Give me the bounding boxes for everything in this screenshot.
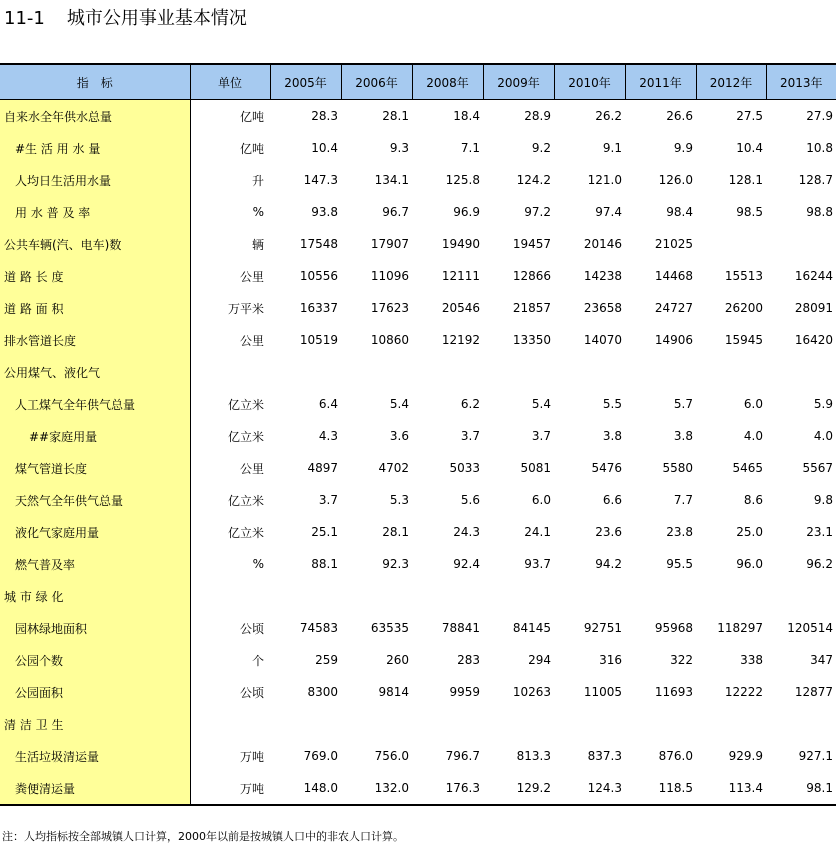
value-cell: 17907	[370, 237, 409, 251]
value-cell: 125.8	[445, 173, 480, 187]
value-cell: 124.2	[516, 173, 551, 187]
value-cell: 124.3	[554, 772, 625, 805]
value-cell	[625, 356, 696, 388]
value-cell: 27.9	[806, 109, 833, 123]
value-cell: 15945	[724, 333, 763, 347]
indicator-cell: 城 市 绿 化	[0, 580, 190, 612]
value-cell: 10860	[370, 333, 409, 347]
value-cell: 4.3	[318, 429, 338, 443]
value-cell	[483, 356, 554, 388]
value-cell: 7.1	[460, 141, 480, 155]
value-cell: 16337	[299, 301, 338, 315]
table-row	[0, 164, 836, 196]
unit-cell: 公顷	[239, 621, 264, 636]
value-cell: 9959	[449, 685, 480, 699]
value-cell	[554, 708, 625, 740]
table-row	[0, 324, 836, 356]
value-cell: 113.4	[696, 772, 766, 805]
value-cell: 5476	[591, 461, 622, 475]
unit-cell: 公顷	[239, 685, 264, 700]
value-cell: 316	[599, 653, 622, 667]
indicator-cell: 公园面积	[0, 676, 190, 708]
value-cell: 118.5	[625, 772, 696, 805]
value-cell: 63535	[370, 621, 409, 635]
header-year: 2011年	[625, 64, 696, 100]
value-cell: 12877	[794, 685, 833, 699]
value-cell: 837.3	[587, 749, 622, 763]
header-year: 2013年	[766, 64, 836, 100]
table-row	[0, 196, 836, 228]
value-cell: 14238	[583, 269, 622, 283]
value-cell	[554, 580, 625, 612]
value-cell: 96.7	[382, 205, 409, 219]
indicator-cell: 公共车辆(汽、电车)数	[0, 228, 190, 260]
value-cell: 927.1	[798, 749, 833, 763]
value-cell: 28.1	[382, 109, 409, 123]
footnote: 注：人均指标按全部城镇人口计算，2000年以前是按城镇人口中的非农人口计算。	[2, 830, 404, 843]
value-cell: 813.3	[516, 749, 551, 763]
indicator-cell: 燃气普及率	[0, 548, 190, 580]
value-cell: 12111	[441, 269, 480, 283]
value-cell: 10519	[299, 333, 338, 347]
unit-cell: 万吨	[239, 749, 264, 764]
value-cell: 118297	[717, 621, 763, 635]
value-cell: 14468	[654, 269, 693, 283]
table-row	[0, 292, 836, 324]
value-cell: 17548	[299, 237, 338, 251]
value-cell: 176.3	[412, 772, 483, 805]
value-cell: 21857	[512, 301, 551, 315]
value-cell	[696, 228, 766, 260]
value-cell: 24727	[654, 301, 693, 315]
indicator-cell: 道 路 长 度	[0, 260, 190, 292]
value-cell: 6.4	[318, 397, 338, 411]
value-cell: 10263	[512, 685, 551, 699]
value-cell: 126.0	[658, 173, 693, 187]
value-cell: 3.6	[389, 429, 409, 443]
value-cell: 14070	[583, 333, 622, 347]
value-cell: 294	[528, 653, 551, 667]
unit-cell: 亿立米	[227, 429, 264, 444]
table-row	[0, 580, 836, 612]
header-year: 2012年	[696, 64, 766, 100]
value-cell: 9814	[378, 685, 409, 699]
unit-cell: %	[252, 557, 264, 571]
unit-cell: %	[252, 205, 264, 219]
unit-cell: 公里	[239, 461, 264, 476]
value-cell: 23.6	[595, 525, 622, 539]
value-cell	[341, 356, 412, 388]
value-cell: 5.4	[531, 397, 551, 411]
table-row	[0, 612, 836, 644]
unit-cell: 亿吨	[239, 141, 264, 156]
value-cell: 5.7	[673, 397, 693, 411]
value-cell	[412, 580, 483, 612]
indicator-cell: 园林绿地面积	[0, 612, 190, 644]
value-cell	[412, 708, 483, 740]
indicator-cell: 人工煤气全年供气总量	[0, 388, 190, 420]
indicator-cell: 清 洁 卫 生	[0, 708, 190, 740]
table-number: 11-1	[4, 8, 45, 29]
indicator-cell: 生活垃圾清运量	[0, 740, 190, 772]
value-cell: 9.3	[389, 141, 409, 155]
value-cell: 18.4	[453, 109, 480, 123]
value-cell	[625, 708, 696, 740]
value-cell: 21025	[654, 237, 693, 251]
value-cell	[766, 356, 836, 388]
unit-cell: 万平米	[227, 301, 264, 316]
value-cell: 96.9	[453, 205, 480, 219]
statistics-table	[0, 63, 836, 806]
value-cell: 5.9	[813, 397, 833, 411]
indicator-cell: 煤气管道长度	[0, 452, 190, 484]
indicator-cell: 排水管道长度	[0, 324, 190, 356]
value-cell: 3.7	[318, 493, 338, 507]
value-cell: 929.9	[728, 749, 763, 763]
header-year: 2009年	[483, 64, 554, 100]
value-cell: 4702	[378, 461, 409, 475]
value-cell: 259	[315, 653, 338, 667]
value-cell: 6.6	[602, 493, 622, 507]
value-cell: 3.7	[460, 429, 480, 443]
value-cell: 10.8	[806, 141, 833, 155]
value-cell: 11096	[370, 269, 409, 283]
table-row	[0, 484, 836, 516]
value-cell: 16420	[794, 333, 833, 347]
value-cell: 97.4	[595, 205, 622, 219]
value-cell: 94.2	[595, 557, 622, 571]
table-row	[0, 676, 836, 708]
value-cell: 7.7	[673, 493, 693, 507]
value-cell	[766, 228, 836, 260]
table-row	[0, 260, 836, 292]
table-row	[0, 708, 836, 740]
value-cell: 796.7	[445, 749, 480, 763]
value-cell: 27.5	[736, 109, 763, 123]
value-cell: 19457	[512, 237, 551, 251]
value-cell: 26200	[724, 301, 763, 315]
value-cell	[483, 580, 554, 612]
value-cell	[412, 356, 483, 388]
value-cell	[341, 708, 412, 740]
value-cell: 121.0	[587, 173, 622, 187]
value-cell: 74583	[299, 621, 338, 635]
value-cell: 338	[740, 653, 763, 667]
value-cell: 19490	[441, 237, 480, 251]
table-row	[0, 772, 836, 805]
value-cell: 15513	[724, 269, 763, 283]
value-cell: 92751	[583, 621, 622, 635]
value-cell	[270, 356, 341, 388]
header-indicator: 指 标	[0, 64, 190, 100]
value-cell	[696, 580, 766, 612]
table-title: 城市公用事业基本情况	[66, 8, 247, 29]
value-cell: 4.0	[813, 429, 833, 443]
value-cell: 5465	[732, 461, 763, 475]
unit-cell: 公里	[239, 269, 264, 284]
value-cell: 84145	[512, 621, 551, 635]
value-cell: 5081	[520, 461, 551, 475]
value-cell: 28.3	[311, 109, 338, 123]
value-cell: 11693	[654, 685, 693, 699]
value-cell: 6.0	[743, 397, 763, 411]
value-cell: 3.7	[531, 429, 551, 443]
indicator-cell: 道 路 面 积	[0, 292, 190, 324]
value-cell: 5.6	[460, 493, 480, 507]
table-row	[0, 548, 836, 580]
value-cell	[696, 708, 766, 740]
value-cell: 14906	[654, 333, 693, 347]
value-cell: 96.0	[736, 557, 763, 571]
value-cell: 9.9	[673, 141, 693, 155]
unit-cell: 万吨	[190, 772, 270, 805]
value-cell	[625, 580, 696, 612]
indicator-cell: ##家庭用量	[0, 420, 190, 452]
value-cell: 148.0	[270, 772, 341, 805]
header-year: 2008年	[412, 64, 483, 100]
table-row	[0, 420, 836, 452]
value-cell	[766, 580, 836, 612]
value-cell: 28.9	[524, 109, 551, 123]
value-cell: 876.0	[658, 749, 693, 763]
value-cell	[341, 580, 412, 612]
value-cell: 4897	[307, 461, 338, 475]
value-cell: 10.4	[736, 141, 763, 155]
value-cell: 98.8	[806, 205, 833, 219]
value-cell: 8.6	[743, 493, 763, 507]
value-cell: 5.5	[602, 397, 622, 411]
indicator-cell: 粪便清运量	[0, 772, 190, 805]
value-cell: 3.8	[673, 429, 693, 443]
value-cell: 4.0	[743, 429, 763, 443]
value-cell: 9.2	[531, 141, 551, 155]
value-cell: 24.3	[453, 525, 480, 539]
indicator-cell: 液化气家庭用量	[0, 516, 190, 548]
value-cell: 20546	[441, 301, 480, 315]
table-row	[0, 452, 836, 484]
indicator-cell: 用 水 普 及 率	[0, 196, 190, 228]
value-cell	[270, 580, 341, 612]
table-row	[0, 100, 836, 133]
value-cell: 347	[810, 653, 833, 667]
header-year: 2010年	[554, 64, 625, 100]
value-cell: 24.1	[524, 525, 551, 539]
table-row	[0, 228, 836, 260]
indicator-cell: 人均日生活用水量	[0, 164, 190, 196]
value-cell: 92.3	[382, 557, 409, 571]
value-cell: 93.8	[311, 205, 338, 219]
value-cell: 23.8	[666, 525, 693, 539]
page-title	[4, 6, 247, 32]
header-year: 2006年	[341, 64, 412, 100]
value-cell: 23.1	[806, 525, 833, 539]
value-cell: 120514	[787, 621, 833, 635]
value-cell: 128.1	[728, 173, 763, 187]
value-cell: 97.2	[524, 205, 551, 219]
unit-cell: 亿吨	[239, 109, 264, 124]
indicator-cell: 公园个数	[0, 644, 190, 676]
value-cell: 25.1	[311, 525, 338, 539]
unit-cell	[190, 580, 270, 612]
value-cell: 17623	[370, 301, 409, 315]
unit-cell	[190, 708, 270, 740]
value-cell: 78841	[441, 621, 480, 635]
value-cell: 6.0	[531, 493, 551, 507]
value-cell: 10.4	[311, 141, 338, 155]
unit-cell: 辆	[251, 237, 264, 252]
value-cell: 12222	[724, 685, 763, 699]
value-cell: 128.7	[798, 173, 833, 187]
table-row	[0, 740, 836, 772]
unit-cell: 亿立米	[227, 493, 264, 508]
value-cell	[766, 708, 836, 740]
value-cell: 769.0	[303, 749, 338, 763]
value-cell: 5033	[449, 461, 480, 475]
value-cell: 25.0	[736, 525, 763, 539]
value-cell: 756.0	[374, 749, 409, 763]
table-row	[0, 388, 836, 420]
value-cell: 13350	[512, 333, 551, 347]
unit-cell: 亿立米	[227, 397, 264, 412]
value-cell: 23658	[583, 301, 622, 315]
value-cell: 26.6	[666, 109, 693, 123]
value-cell: 5.4	[389, 397, 409, 411]
value-cell: 147.3	[303, 173, 338, 187]
value-cell	[554, 356, 625, 388]
value-cell: 12192	[441, 333, 480, 347]
value-cell: 8300	[307, 685, 338, 699]
table-row	[0, 516, 836, 548]
unit-cell: 升	[251, 173, 264, 188]
value-cell: 12866	[512, 269, 551, 283]
value-cell: 5580	[662, 461, 693, 475]
value-cell	[696, 356, 766, 388]
value-cell: 98.5	[736, 205, 763, 219]
indicator-cell: #生 活 用 水 量	[0, 132, 190, 164]
value-cell: 322	[670, 653, 693, 667]
value-cell: 5567	[802, 461, 833, 475]
value-cell: 5.3	[389, 493, 409, 507]
value-cell: 95.5	[666, 557, 693, 571]
table-row	[0, 644, 836, 676]
value-cell: 88.1	[311, 557, 338, 571]
value-cell: 10556	[299, 269, 338, 283]
unit-cell: 亿立米	[227, 525, 264, 540]
value-cell: 26.2	[595, 109, 622, 123]
value-cell	[270, 708, 341, 740]
indicator-cell: 自来水全年供水总量	[0, 100, 190, 133]
value-cell: 95968	[654, 621, 693, 635]
header-row	[0, 64, 836, 100]
value-cell: 92.4	[453, 557, 480, 571]
value-cell: 9.1	[602, 141, 622, 155]
value-cell: 260	[386, 653, 409, 667]
value-cell: 96.2	[806, 557, 833, 571]
value-cell: 283	[457, 653, 480, 667]
indicator-cell: 公用煤气、液化气	[0, 356, 190, 388]
value-cell: 132.0	[341, 772, 412, 805]
value-cell: 28.1	[382, 525, 409, 539]
value-cell	[483, 708, 554, 740]
unit-cell: 公里	[239, 333, 264, 348]
value-cell: 93.7	[524, 557, 551, 571]
unit-cell	[190, 356, 270, 388]
unit-cell: 个	[251, 653, 264, 668]
value-cell: 134.1	[374, 173, 409, 187]
header-year: 2005年	[270, 64, 341, 100]
table-row	[0, 356, 836, 388]
header-unit: 单位	[190, 64, 270, 100]
value-cell: 129.2	[483, 772, 554, 805]
value-cell: 20146	[583, 237, 622, 251]
value-cell: 98.4	[666, 205, 693, 219]
value-cell: 16244	[794, 269, 833, 283]
value-cell: 9.8	[813, 493, 833, 507]
indicator-cell: 天然气全年供气总量	[0, 484, 190, 516]
value-cell: 3.8	[602, 429, 622, 443]
value-cell: 11005	[583, 685, 622, 699]
value-cell: 28091	[794, 301, 833, 315]
value-cell: 98.1	[766, 772, 836, 805]
table-row	[0, 132, 836, 164]
value-cell: 6.2	[460, 397, 480, 411]
